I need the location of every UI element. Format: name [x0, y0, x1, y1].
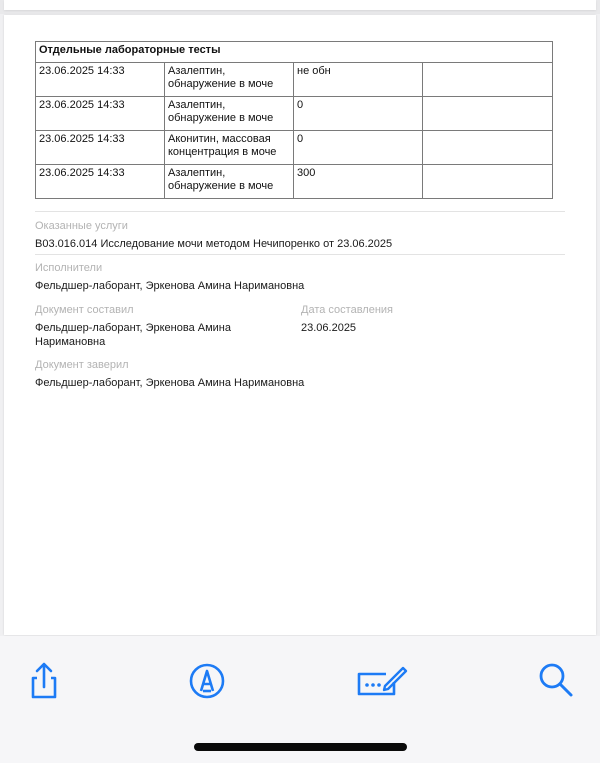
table-row — [36, 63, 553, 97]
divider — [35, 211, 565, 212]
compiled-by-label: Документ составил — [35, 304, 134, 316]
home-indicator — [194, 743, 407, 751]
cell-extra — [423, 63, 553, 97]
services-section — [35, 219, 565, 251]
certified-by-section — [35, 358, 565, 390]
cell-extra — [423, 131, 553, 165]
cell-datetime: 23.06.2025 14:33 — [36, 63, 165, 97]
compiled-date-label: Дата составления — [301, 304, 393, 316]
cell-result: 0 — [294, 97, 423, 131]
document-page — [4, 15, 596, 635]
markup-pen-icon — [187, 660, 227, 700]
cell-test: Азалептин, обнаружение в моче — [165, 165, 294, 199]
compiled-date-section — [301, 303, 501, 335]
signature-button[interactable] — [356, 660, 408, 700]
performers-label: Исполнители — [35, 262, 103, 274]
signature-icon — [356, 660, 408, 700]
cell-datetime: 23.06.2025 14:33 — [36, 97, 165, 131]
cell-test: Азалептин, обнаружение в моче — [165, 63, 294, 97]
share-icon — [24, 660, 64, 700]
cell-test: Азалептин, обнаружение в моче — [165, 97, 294, 131]
cell-extra — [423, 97, 553, 131]
certified-by-label: Документ заверил — [35, 359, 129, 371]
markup-button[interactable] — [187, 660, 227, 700]
performers-section — [35, 261, 565, 293]
services-value: B03.016.014 Исследование мочи методом Нечипоренко от 23.06.2025 — [35, 238, 393, 250]
certified-by-value: Фельдшер-лаборант, Эркенова Амина Наримановна — [35, 377, 305, 389]
cell-result: 0 — [294, 131, 423, 165]
search-button[interactable] — [536, 660, 576, 700]
share-button[interactable] — [24, 660, 64, 700]
previous-page — [4, 0, 596, 10]
compiled-date-value: 23.06.2025 — [301, 322, 357, 334]
cell-datetime: 23.06.2025 14:33 — [36, 165, 165, 199]
table-title: Отдельные лабораторные тесты — [36, 42, 553, 63]
cell-extra — [423, 165, 553, 199]
compiled-by-section — [35, 303, 275, 349]
cell-result: не обн — [294, 63, 423, 97]
table-header-row — [36, 42, 553, 63]
table-row — [36, 165, 553, 199]
performers-value: Фельдшер-лаборант, Эркенова Амина Наримановна — [35, 280, 305, 292]
compiled-by-value: Фельдшер-лаборант, Эркенова Амина Наримановна — [35, 322, 232, 348]
table-row — [36, 97, 553, 131]
cell-result: 300 — [294, 165, 423, 199]
lab-tests-table — [35, 41, 553, 199]
cell-test: Аконитин, массовая концентрация в моче — [165, 131, 294, 165]
table-row — [36, 131, 553, 165]
search-icon — [536, 660, 576, 700]
services-label: Оказанные услуги — [35, 220, 128, 232]
cell-datetime: 23.06.2025 14:33 — [36, 131, 165, 165]
divider — [35, 254, 565, 255]
